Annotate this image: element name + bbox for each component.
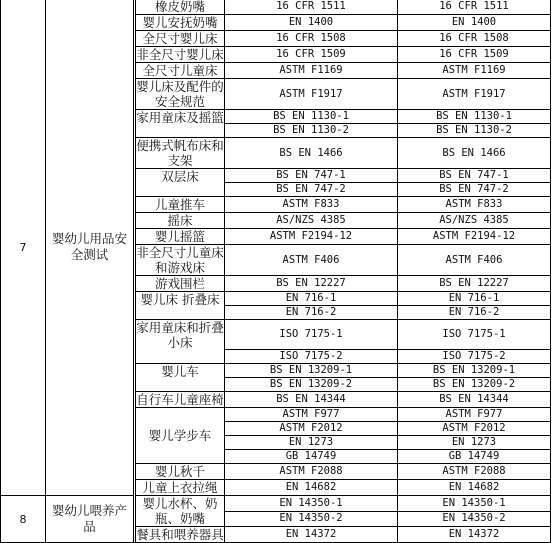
standard-cell: ISO 7175-2	[225, 350, 398, 364]
standard-cell: ISO 7175-1	[398, 320, 551, 350]
standard-cell: BS EN 14344	[225, 392, 398, 408]
standard-cell: EN 716-2	[398, 306, 551, 320]
standard-cell: BS EN 13209-2	[398, 378, 551, 392]
sub-item: 双层床	[136, 169, 225, 197]
sub-item: 婴儿秋千	[136, 464, 225, 480]
sub-item: 婴儿学步车	[136, 408, 225, 464]
standard-cell: ASTM F2088	[398, 464, 551, 480]
standard-cell: ASTM F1917	[225, 79, 398, 110]
sub-item: 婴儿床及配件的安全规范	[136, 79, 224, 109]
standard-cell: EN 14350-2	[225, 511, 398, 527]
standard-cell: ASTM F1917	[398, 79, 551, 110]
standard-cell: BS EN 13209-1	[225, 364, 398, 378]
standard-cell: GB 14749	[398, 450, 551, 464]
standard-cell: EN 14350-1	[398, 496, 551, 512]
standard-cell: BS EN 1130-1	[398, 110, 551, 124]
standard-cell: ASTM F833	[225, 197, 398, 213]
standard-cell: ASTM F977	[398, 408, 551, 422]
standard-cell: EN 1273	[225, 436, 398, 450]
standard-cell: BS EN 14344	[398, 392, 551, 408]
standard-cell: BS EN 1130-1	[225, 110, 398, 124]
standard-cell: ASTM F2088	[225, 464, 398, 480]
sub-item: 家用童床和折叠小床	[136, 320, 225, 364]
standard-cell: BS EN 747-2	[398, 183, 551, 197]
group-category: 婴幼儿用品安全测试	[46, 0, 134, 496]
standard-cell: ASTM F2012	[225, 422, 398, 436]
sub-item: 餐具和喂养器具	[136, 527, 224, 542]
standard-cell: GB 14749	[225, 450, 398, 464]
standard-cell: EN 716-2	[225, 306, 398, 320]
standard-cell: ASTM F977	[225, 408, 398, 422]
standard-cell: 16 CFR 1508	[398, 31, 551, 47]
standard-cell: EN 1273	[398, 436, 551, 450]
standard-cell: BS EN 12227	[225, 276, 398, 292]
standard-cell: ASTM F1169	[398, 63, 551, 79]
sub-item: 便携式帆布床和支架	[136, 138, 224, 168]
standard-cell: 16 CFR 1509	[225, 47, 398, 63]
standard-cell: 16 CFR 1508	[225, 31, 398, 47]
standard-cell: EN 1400	[398, 15, 551, 31]
sub-item: 自行车儿童座椅	[136, 392, 224, 407]
standard-cell: ISO 7175-1	[225, 320, 398, 350]
standard-cell: BS EN 13209-2	[225, 378, 398, 392]
standard-cell: ASTM F406	[398, 245, 551, 276]
sub-item: 婴儿摇篮	[136, 229, 225, 245]
standard-cell: ASTM F2194-12	[225, 229, 398, 245]
standard-cell: ASTM F833	[398, 197, 551, 213]
standard-cell: BS EN 1466	[398, 138, 551, 169]
sub-item: 婴儿车	[136, 364, 225, 392]
standard-cell: BS EN 1130-2	[398, 124, 551, 138]
standard-cell: EN 14350-2	[398, 511, 551, 527]
standard-cell: ASTM F1169	[225, 63, 398, 79]
standard-cell: BS EN 747-2	[225, 183, 398, 197]
standard-cell: EN 14372	[225, 527, 398, 543]
standard-cell: BS EN 747-1	[398, 169, 551, 183]
standard-cell: EN 14350-1	[225, 496, 398, 512]
standard-cell: AS/NZS 4385	[398, 213, 551, 229]
standard-cell: BS EN 1130-2	[225, 124, 398, 138]
sub-item: 全尺寸婴儿床	[136, 31, 225, 47]
group-number: 8	[1, 496, 46, 543]
standard-cell: EN 14682	[398, 480, 551, 496]
standard-cell: 16 CFR 1511	[225, 0, 398, 15]
standard-cell: EN 14682	[225, 480, 398, 496]
sub-item: 游戏围栏	[136, 276, 225, 292]
standard-cell: ASTM F406	[225, 245, 398, 276]
standard-cell: BS EN 1466	[225, 138, 398, 169]
sub-item: 全尺寸儿童床	[136, 63, 225, 79]
standard-cell: EN 14372	[398, 527, 551, 543]
sub-item: 摇床	[136, 213, 225, 229]
sub-item: 家用童床及摇篮	[136, 110, 225, 138]
standard-cell: BS EN 747-1	[225, 169, 398, 183]
group-category: 婴幼儿喂养产品	[46, 496, 134, 543]
standard-cell: EN 716-1	[225, 292, 398, 306]
sub-item: 非全尺寸婴儿床	[136, 47, 224, 62]
sub-item: 橡皮奶嘴	[136, 0, 225, 15]
group-number: 7	[1, 0, 46, 496]
standard-cell: AS/NZS 4385	[225, 213, 398, 229]
sub-item: 非全尺寸儿童床和游戏床	[136, 245, 224, 275]
standard-cell: ASTM F2012	[398, 422, 551, 436]
sub-item: 儿童推车	[136, 197, 225, 213]
sub-item: 婴儿安抚奶嘴	[136, 15, 225, 31]
sub-item: 婴儿床 折叠床	[136, 292, 225, 320]
standard-cell: BS EN 13209-1	[398, 364, 551, 378]
standard-cell: EN 716-1	[398, 292, 551, 306]
standard-cell: 16 CFR 1511	[398, 0, 551, 15]
sub-item: 婴儿水杯、奶瓶、奶嘴	[136, 496, 225, 527]
standard-cell: 16 CFR 1509	[398, 47, 551, 63]
standard-cell: ASTM F2194-12	[398, 229, 551, 245]
sub-item: 儿童上衣拉绳	[136, 480, 225, 496]
standard-cell: ISO 7175-2	[398, 350, 551, 364]
standard-cell: EN 1400	[225, 15, 398, 31]
standard-cell: BS EN 12227	[398, 276, 551, 292]
